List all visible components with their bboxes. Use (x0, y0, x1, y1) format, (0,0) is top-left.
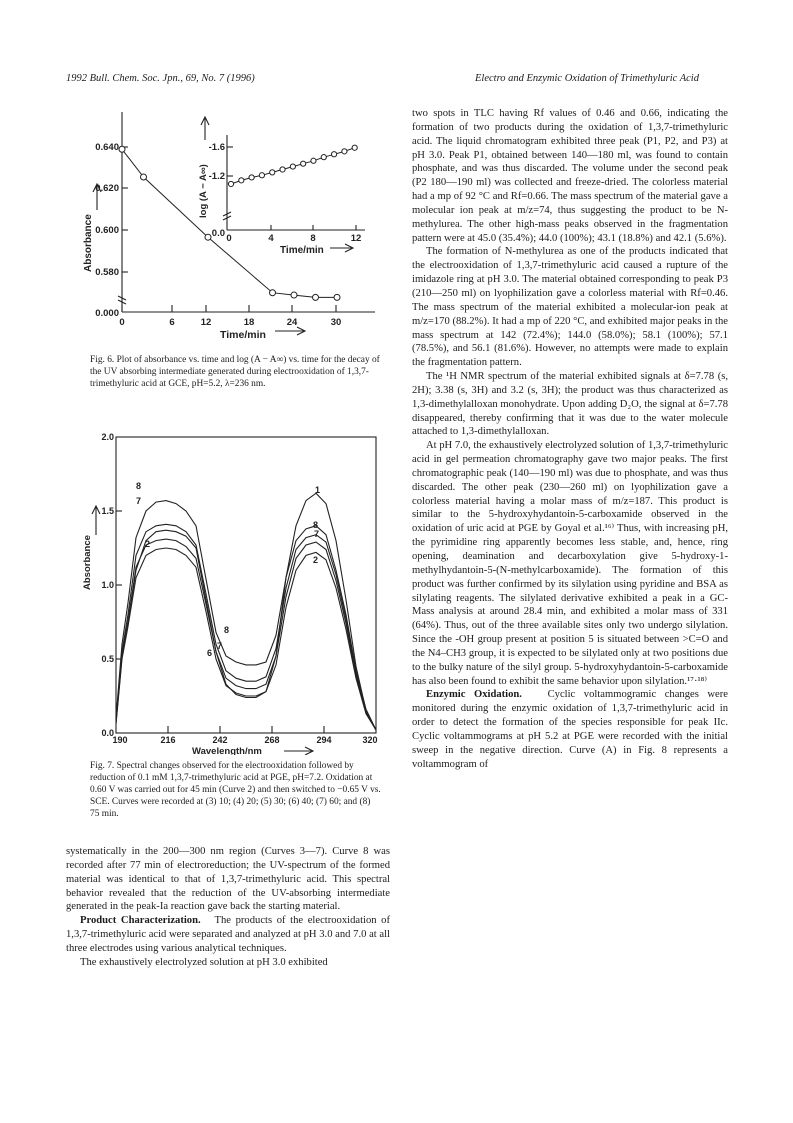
fig7-ytick: 1.0 (101, 580, 114, 590)
fig7-xlabel: Wavelength/nm (192, 746, 262, 755)
fig6-ytick: 0.000 (95, 308, 119, 319)
fig6-caption: Fig. 6. Plot of absorbance vs. time and log (A − A∞) vs. time for the decay of the UV absorbing intermediate generated during electrooxidation of 1,3,7-trimethyluric acid at GCE, pH=5.2, λ=236 nm. (90, 355, 380, 389)
fig6-inset-point (239, 178, 244, 183)
figure-7 (70, 425, 390, 755)
fig7-curve-label: 8 (136, 481, 142, 491)
fig7-curve-label: 7 (217, 641, 223, 651)
fig7-xtick: 216 (160, 735, 176, 745)
fig7-xtick: 320 (362, 735, 378, 745)
fig7-curve-label: 1 (315, 485, 321, 495)
fig6-xtick: 24 (286, 317, 298, 328)
fig6-xtick: 6 (169, 317, 175, 328)
fig6-point (119, 146, 125, 152)
paragraph: two spots in TLC having Rf values of 0.46 and 0.66, indicating the formation of two products during the oxidation of 1,3,7-trimethyluric acid. The liquid chromatogram exhibited three peak (P1, P2, and P3) at pH 3.0. Peak P1, obtained between 140—180 ml, was found to contain phosphate, and was thus discarded. The volume under the second peak (P2 180—190 ml) was collected and freeze-dried. The colorless material had a mp of 92 °C and Rf=0.66. The mass spectrum of the material gave a molecular ion peak at m/z=74, thus suggesting the product to be N-methylurea. The other high-mass peaks observed in the fragmentation pattern were at 45.0 (35.4%); 44.0 (100%); 43.1 (18.8%) and 42.1 (5.6%). (412, 108, 728, 244)
fig7-ylabel: Absorbance (82, 535, 93, 590)
fig6-inset-point (342, 149, 347, 154)
fig7-ytick: 0.5 (101, 654, 114, 664)
fig7-ytick: 1.5 (101, 506, 114, 516)
fig6-inset-point (228, 181, 233, 186)
fig6-inset-point (249, 175, 254, 180)
fig6-inset-point (270, 170, 275, 175)
fig6-point (334, 294, 340, 300)
fig6-point (291, 292, 297, 298)
fig6-inset-xtick: 4 (268, 233, 274, 244)
fig6-inset-ylabel: log (A − A∞) (198, 164, 209, 218)
fig7-curve-label: 2 (145, 539, 151, 549)
paragraph: The exhaustively electrolyzed solution at pH 3.0 exhibited (80, 956, 328, 968)
left-column-text (66, 845, 390, 970)
fig6-inset-xtick: 12 (350, 233, 362, 244)
figure-6 (70, 100, 390, 350)
fig6-xtick: 18 (243, 317, 255, 328)
fig6-point (205, 234, 211, 240)
fig7-xtick: 268 (264, 735, 280, 745)
fig7-curve-label: 6 (207, 648, 213, 658)
fig6-inset-point (280, 167, 285, 172)
fig6-decay-line (122, 149, 337, 297)
fig6-inset-point (352, 145, 357, 150)
fig6-ytick: 0.640 (95, 142, 119, 153)
fig6-xtick: 12 (200, 317, 212, 328)
paragraph: The ¹H NMR spectrum of the material exhibited signals at δ=7.78 (s, 2H); 3.38 (s, 3H) and 3.2 (s, 3H); the product was thus characterized as 1,3-dimethylalloxan monohydrate. Upon adding D₂O, the signal at δ=7.78 disappeared, thereby confirming that it was due to the water molecule attached to 1,3-dimethylalloxan. (412, 371, 728, 438)
fig6-inset-point (259, 173, 264, 178)
fig6-xtick: 30 (330, 317, 342, 328)
fig7-curve-label: 7 (136, 496, 142, 506)
running-header-right: Electro and Enzymic Oxidation of Trimethyluric Acid (475, 73, 699, 84)
fig6-point (313, 294, 319, 300)
section-heading: Enzymic Oxidation. (426, 689, 522, 701)
fig7-ytick: 0.0 (101, 728, 114, 738)
fig6-inset-point (321, 155, 326, 160)
fig7-curve-label: 8 (224, 625, 230, 635)
section-heading: Product Characterization. (80, 915, 201, 927)
paragraph: Cyclic voltammogramic changes were monitored during the enzymic oxidation of 1,3,7-trimethyluric acid in order to detect the formation of the species responsible for peak IIc. Cyclic voltammograms at pH 5.2 at PGE were recorded with the initial sweep in the negative direction. Curve (A) in Fig. 8 represents a voltammogram of (412, 689, 728, 770)
fig6-point (270, 290, 276, 296)
fig7-curve-label: 2 (313, 555, 319, 565)
paragraph: systematically in the 200—300 nm region (Curves 3—7). Curve 8 was recorded after 77 min of electroreduction; the UV-spectrum of the formed material was identical to that of 1,3,7-trimethyluric acid. This spectral behavior revealed that the reduction of the UV-absorbing intermediate generated in the peak-Ia reaction gave back the starting material. (66, 846, 390, 913)
paragraph: The formation of N-methylurea as one of the products indicated that the electrooxidation of 1,3,7-trimethyluric acid caused a rupture of the imidazole ring at pH 3.0. The material obtained corresponding to peak P3 (210—250 ml) on lyophilization gave a colorless material with Rf=0.46. The mass spectrum of the material exhibited a molecular-ion peak at m/z=170 (88.2%). It had a mp of 220 °C, and exhibited major peaks in the mass spectrum at 142 (72.4%); 144.0 (58.0%); 58.1 (100%); 57.1 (78.5%), and 56.1 (81.6%). However, no attempts were made to explain the fragmentation pattern. (412, 246, 728, 369)
fig6-inset-xlabel: Time/min (280, 245, 324, 256)
fig7-xtick: 242 (212, 735, 228, 745)
fig7-curve-label: 7 (314, 529, 320, 539)
right-column-text (412, 107, 728, 772)
fig7-curve-label: 8 (313, 520, 319, 530)
fig7-curve-1 (116, 493, 376, 730)
fig7-curve-7 (116, 524, 376, 730)
fig6-inset-ytick: -1.6 (208, 142, 225, 153)
fig6-inset-point (331, 152, 336, 157)
fig6-xlabel: Time/min (220, 329, 266, 341)
fig6-ylabel: Absorbance (83, 214, 94, 272)
fig6-inset-ytick: -1.2 (208, 171, 225, 182)
fig6-inset-point (311, 158, 316, 163)
paragraph: The products of the electrooxidation of 1,3,7-trimethyluric acid were separated and analyzed at pH 3.0 and 7.0 at all three electrodes using various analytical techniques. (66, 915, 390, 954)
fig6-inset-xtick: 8 (310, 233, 316, 244)
fig7-curve-6 (116, 539, 376, 730)
fig6-inset-xtick: 0 (226, 233, 232, 244)
paragraph: At pH 7.0, the exhaustively electrolyzed solution of 1,3,7-trimethyluric acid in gel permeation chromatography gave two major peaks. The first chromatographic peak (140—190 ml) was due to phosphate, and was thus discarded. The other peak (230—260 ml) on lyophilization gave a colorless material having a molar mass of m/z=187. This product is similar to the 5-hydroxyhydantoin-5-carboxamide observed in the oxidation of uric acid at PGE by Goyal et al.¹⁶⁾ Thus, with increasing pH, the pyrimidine ring apparently becomes less stable, and, hence, ring opening, deamination and decarboxylation give 5-hydroxy-1-methylhydantoin-5-(N-methylcarboxamide). The formation of this product was further confirmed by its silylation using pyridine and BSA as silylating reagents. The silylated derivative exhibited a peak in a GC-Mass analysis at around 28.4 min, and exhibited a molar mass of 331 (64%). Thus, out of the three available sites only two undergo silylation. Since the -OH group present at position 5 is situated between >C=O and the N4–CH3 group, it is expected to be silylated only at two positions due to the bulky nature of the silyl group. 5-hydroxyhydantoin-5-carboxamide has also been found to exhibit the same behavior upon silylation.¹⁷·¹⁸⁾ (412, 440, 728, 687)
running-header-left: 1992 Bull. Chem. Soc. Jpn., 69, No. 7 (1996) (66, 73, 255, 84)
fig6-inset-point (301, 161, 306, 166)
fig6-ytick: 0.600 (95, 225, 119, 236)
fig6-ytick: 0.580 (95, 267, 119, 278)
fig7-caption: Fig. 7. Spectral changes observed for the electrooxidation followed by reduction of 0.1 mM 1,3,7-trimethyluric acid at PGE, pH=7.2. Oxidation at 0.60 V was carried out for 45 min (Curve 2) and then switched to −0.65 V vs. SCE. Curves were recorded at (3) 10; (4) 20; (5) 30; (6) 40; (7) 60; and (8) 75 min. (90, 761, 381, 819)
fig6-point (141, 174, 147, 180)
fig6-inset-point (290, 164, 295, 169)
fig6-ytick: 0.620 (95, 183, 119, 194)
fig6-xtick: 0 (119, 317, 125, 328)
fig7-ytick: 2.0 (101, 432, 114, 442)
fig7-xtick: 190 (112, 735, 128, 745)
fig7-xtick: 294 (316, 735, 332, 745)
fig6-inset-ytick: 0.0 (211, 228, 225, 239)
